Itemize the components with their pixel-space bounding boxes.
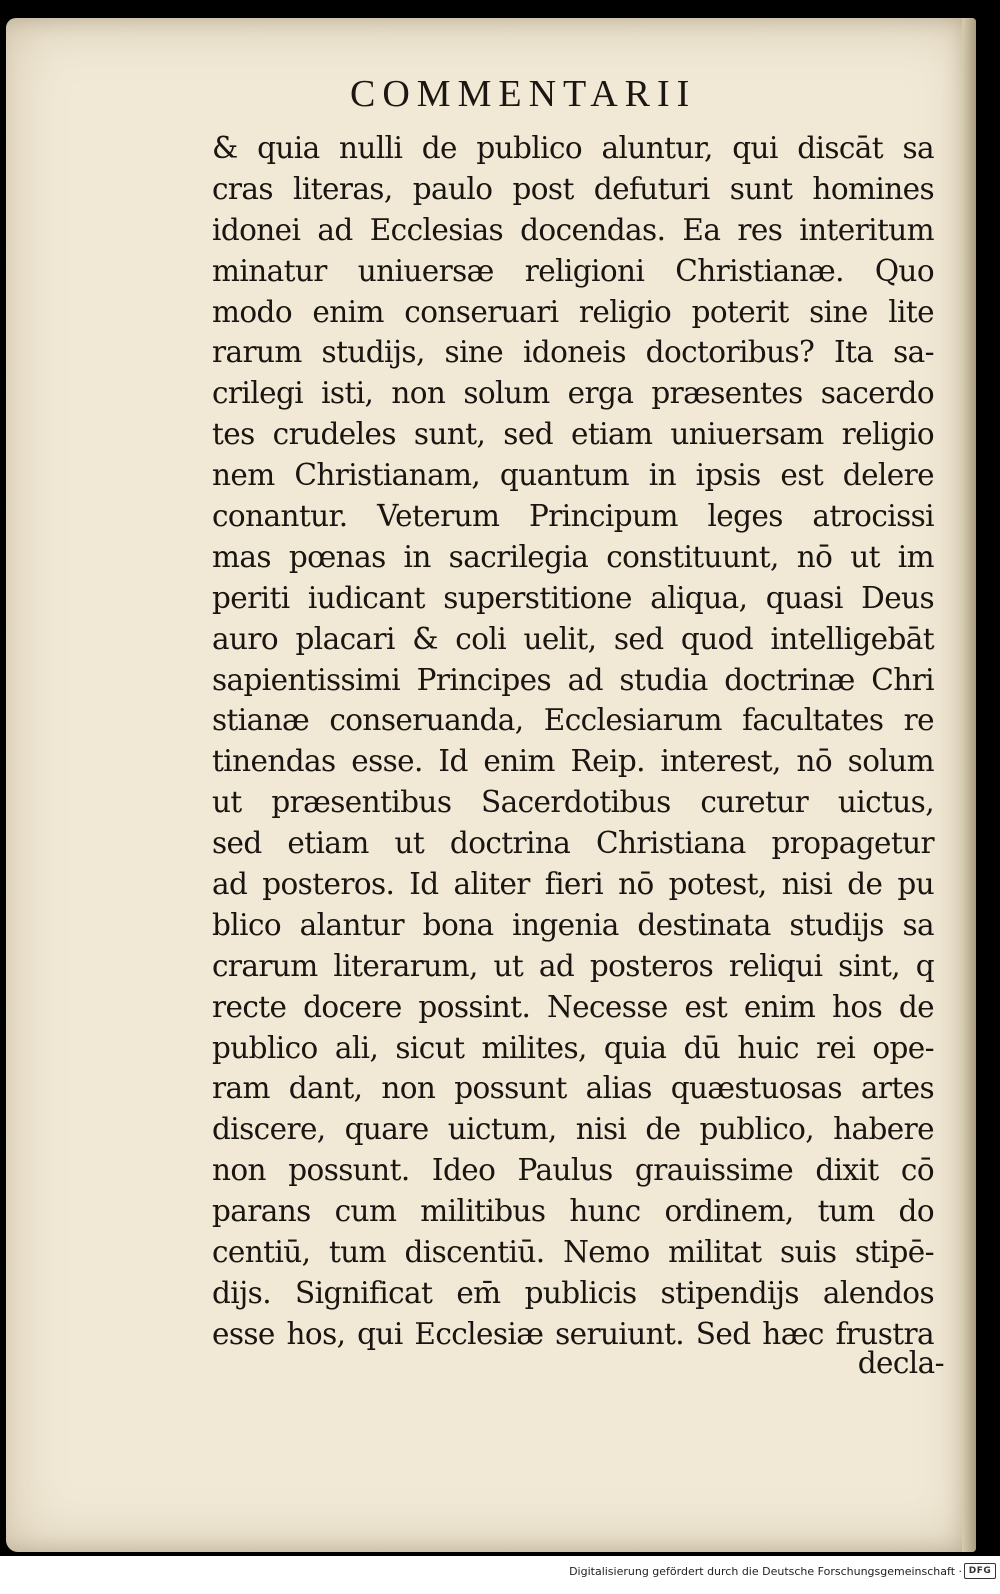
text-line: periti iudicant superstitione aliqua, quasi Deus: [212, 580, 934, 615]
text-line: tinendas esse. Id enim Reip. interest, nō solum: [212, 744, 934, 779]
text-line: nem Christianam, quantum in ipsis est delere: [212, 458, 934, 493]
text-line: & quia nulli de publico aluntur, qui discāt sa: [212, 131, 934, 165]
text-line: tes crudeles sunt, sed etiam uniuersam religio: [212, 417, 934, 452]
text-line: mas pœnas in sacrilegia constituunt, nō ut im: [212, 539, 934, 574]
catchword: decla-: [857, 1346, 944, 1380]
text-line: blico alantur bona ingenia destinata studijs sa: [212, 907, 934, 942]
text-line: ad posteros. Id aliter fieri nō potest, nisi de pu: [212, 867, 934, 902]
text-block: [212, 128, 934, 1355]
text-line: recte docere possint. Necesse est enim hos de: [212, 989, 934, 1024]
text-line: rarum studijs, sine idoneis doctoribus? Ita sa-: [212, 335, 934, 370]
text-line: crarum literarum, ut ad posteros reliqui sint, q: [212, 948, 934, 983]
text-line: dijs. Significat em̄ publicis stipendijs alendos: [212, 1275, 934, 1310]
text-line: publico ali, sicut milites, quia dū huic rei ope-: [212, 1030, 934, 1065]
text-line: auro placari & coli uelit, sed quod intelligebāt: [212, 621, 934, 656]
text-line: centiū, tum discentiū. Nemo militat suis stipē-: [212, 1235, 934, 1270]
text-line: idonei ad Ecclesias docendas. Ea res interitum: [212, 212, 934, 247]
footer-credit: Digitalisierung gefördert durch die Deutsche Forschungsgemeinschaft ·: [569, 1565, 962, 1578]
page-edge: [962, 18, 976, 1552]
text-line: crilegi isti, non solum erga præsentes sacerdo: [212, 376, 934, 411]
text-line: parans cum militibus hunc ordinem, tum do: [212, 1194, 934, 1229]
dfg-logo: DFG: [964, 1563, 996, 1579]
text-line: sapientissimi Principes ad studia doctrinæ Chri: [212, 662, 934, 697]
footer-bar: [0, 1556, 1000, 1594]
text-line: non possunt. Ideo Paulus grauissime dixit cō: [212, 1153, 934, 1188]
text-line: cras literas, paulo post defuturi sunt homines: [212, 171, 934, 206]
running-head: COMMENTARII: [350, 73, 697, 115]
text-line: stianæ conseruanda, Ecclesiarum facultates re: [212, 703, 934, 738]
text-line: ut præsentibus Sacerdotibus curetur uictus,: [212, 785, 934, 820]
text-line: discere, quare uictum, nisi de publico, habere: [212, 1112, 934, 1147]
text-line: esse hos, qui Ecclesiæ seruiunt. Sed hæc frustra: [212, 1316, 934, 1351]
text-line: sed etiam ut doctrina Christiana propagetur: [212, 826, 934, 861]
text-line: conantur. Veterum Principum leges atrocissi: [212, 499, 934, 534]
text-line: minatur uniuersæ religioni Christianæ. Quo: [212, 253, 934, 288]
text-line: ram dant, non possunt alias quæstuosas artes: [212, 1071, 934, 1106]
text-line: modo enim conseruari religio poterit sine lite: [212, 294, 934, 329]
